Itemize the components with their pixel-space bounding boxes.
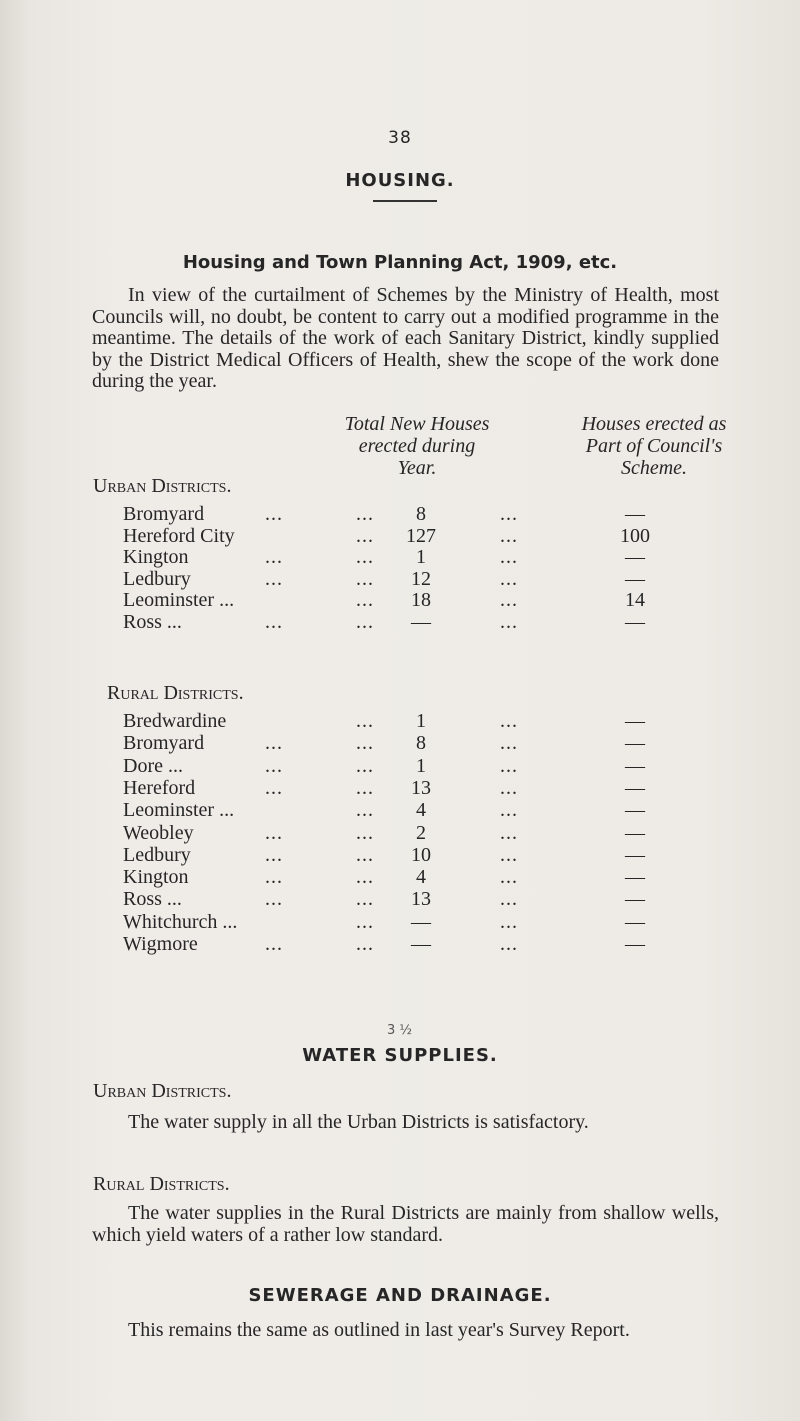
table-row <box>0 732 800 756</box>
dot-leader: ... <box>500 843 518 866</box>
total-houses-value: 8 <box>416 503 426 525</box>
sewerage-text: This remains the same as outlined in last year's Survey Report. <box>128 1319 630 1341</box>
table-row <box>0 568 800 592</box>
district-name: Hereford City <box>123 524 235 547</box>
council-houses-value: — <box>625 888 645 911</box>
district-name: Ledbury <box>123 843 191 866</box>
table-row <box>0 933 800 957</box>
council-houses-value: — <box>625 567 645 590</box>
total-houses-value: 127 <box>406 524 436 547</box>
dot-leader: ... <box>500 546 518 568</box>
council-houses-value: — <box>625 866 645 889</box>
dot-leader: ... <box>265 546 283 568</box>
district-name: Bredwardine <box>123 710 227 732</box>
dot-leader: ... <box>356 589 374 611</box>
table-row <box>0 799 800 823</box>
council-houses-value: — <box>625 843 645 866</box>
column-header-total-line-1: Total New Houses <box>344 413 490 435</box>
dot-leader: ... <box>265 732 283 755</box>
total-houses-value: 4 <box>416 866 426 889</box>
dot-leader: ... <box>356 567 374 590</box>
council-houses-value: — <box>625 910 645 933</box>
dot-leader: ... <box>356 821 374 844</box>
table-row <box>0 911 800 935</box>
water-urban-text: The water supply in all the Urban Districts is satisfactory. <box>128 1111 589 1133</box>
water-rural-label: Rural Districts. <box>93 1173 230 1195</box>
district-name: Wigmore <box>123 933 198 955</box>
dot-leader: ... <box>265 567 283 590</box>
total-houses-value: 12 <box>411 567 431 590</box>
column-header-council <box>544 413 764 479</box>
dot-leader: ... <box>265 821 283 844</box>
total-houses-value: 4 <box>416 799 426 822</box>
column-header-council-line-2: Part of Council's <box>585 435 723 457</box>
dot-leader: ... <box>265 754 283 777</box>
council-houses-value: — <box>625 754 645 777</box>
total-houses-value: 18 <box>411 589 431 611</box>
district-name: Ross ... <box>123 610 182 633</box>
urban-districts-label: Urban Districts. <box>93 475 232 497</box>
dot-leader: ... <box>500 732 518 755</box>
act-title: Housing and Town Planning Act, 1909, etc. <box>182 252 618 273</box>
column-header-total-line-3: Year. <box>397 457 437 479</box>
table-row <box>0 525 800 549</box>
dot-leader: ... <box>356 710 374 732</box>
dot-leader: ... <box>500 610 518 633</box>
total-houses-value: 13 <box>411 888 431 911</box>
total-houses-value: 13 <box>411 776 431 799</box>
column-header-total <box>292 413 542 479</box>
district-name: Weobley <box>123 821 194 844</box>
total-houses-value: — <box>411 610 431 633</box>
dot-leader: ... <box>356 546 374 568</box>
dot-leader: ... <box>500 888 518 911</box>
rural-districts-label: Rural Districts. <box>107 682 244 704</box>
dot-leader: ... <box>356 843 374 866</box>
table-row <box>0 503 800 527</box>
district-name: Hereford <box>123 776 196 799</box>
council-houses-value: 14 <box>625 589 645 611</box>
total-houses-value: 1 <box>416 710 426 732</box>
district-name: Dore ... <box>123 754 183 777</box>
table-row <box>0 866 800 890</box>
dot-leader: ... <box>500 754 518 777</box>
dot-leader: ... <box>265 776 283 799</box>
council-houses-value: — <box>625 776 645 799</box>
table-row <box>0 755 800 779</box>
dot-leader: ... <box>356 610 374 633</box>
table-row <box>0 546 800 570</box>
district-name: Kington <box>123 546 189 568</box>
total-houses-value: 1 <box>416 754 426 777</box>
dot-leader: ... <box>356 933 374 955</box>
dot-leader: ... <box>356 910 374 933</box>
dot-leader: ... <box>265 933 283 955</box>
dot-leader: ... <box>356 503 374 525</box>
dot-leader: ... <box>356 732 374 755</box>
dot-leader: ... <box>356 524 374 547</box>
intro-paragraph: In view of the curtailment of Schemes by the Ministry of Health, most Councils will, no doubt, be content to carry out a modified programme in the meantime. The details of the work of each Sanitary District, kindly supplied by the District Medical Officers of Health, shew the scope of the work done during the year. <box>92 284 719 392</box>
total-houses-value: — <box>411 933 431 955</box>
dot-leader: ... <box>500 821 518 844</box>
dot-leader: ... <box>500 589 518 611</box>
council-houses-value: — <box>625 546 645 568</box>
council-houses-value: — <box>625 710 645 732</box>
water-supplies-heading: WATER SUPPLIES. <box>302 1045 498 1066</box>
total-houses-value: — <box>411 910 431 933</box>
dot-leader: ... <box>500 910 518 933</box>
district-name: Whitchurch ... <box>123 910 238 933</box>
table-row <box>0 710 800 734</box>
page-number: 38 <box>388 128 412 148</box>
table-row <box>0 888 800 912</box>
council-houses-value: 100 <box>620 524 650 547</box>
column-header-total-line-2: erected during <box>358 435 476 457</box>
table-row <box>0 611 800 635</box>
dot-leader: ... <box>356 799 374 822</box>
council-houses-value: — <box>625 821 645 844</box>
dot-leader: ... <box>500 567 518 590</box>
dot-leader: ... <box>500 866 518 889</box>
dot-leader: ... <box>500 710 518 732</box>
council-houses-value: — <box>625 799 645 822</box>
dot-leader: ... <box>500 503 518 525</box>
water-urban-label: Urban Districts. <box>93 1080 232 1102</box>
table-row <box>0 822 800 846</box>
column-header-council-line-1: Houses erected as <box>581 413 727 435</box>
sewerage-heading: SEWERAGE AND DRAINAGE. <box>248 1285 552 1306</box>
total-houses-value: 2 <box>416 821 426 844</box>
district-name: Ross ... <box>123 888 182 911</box>
dot-leader: ... <box>500 799 518 822</box>
table-row <box>0 589 800 613</box>
dot-leader: ... <box>356 754 374 777</box>
total-houses-value: 1 <box>416 546 426 568</box>
district-name: Leominster ... <box>123 589 235 611</box>
council-houses-value: — <box>625 732 645 755</box>
council-houses-value: — <box>625 610 645 633</box>
district-name: Bromyard <box>123 732 205 755</box>
column-header-council-line-3: Scheme. <box>620 457 688 479</box>
water-rural-text: The water supplies in the Rural Districts are mainly from shallow wells, which yield waters of a rather low standard. <box>92 1202 719 1246</box>
dot-leader: ... <box>265 843 283 866</box>
dot-leader: ... <box>265 866 283 889</box>
district-name: Leominster ... <box>123 799 235 822</box>
council-houses-value: — <box>625 933 645 955</box>
dot-leader: ... <box>356 866 374 889</box>
table-row <box>0 844 800 868</box>
section-heading-housing: HOUSING. <box>345 170 455 191</box>
council-houses-value: — <box>625 503 645 525</box>
dot-leader: ... <box>265 503 283 525</box>
heading-rule <box>373 200 437 202</box>
handwritten-note: 3 ½ <box>387 1023 413 1038</box>
dot-leader: ... <box>356 776 374 799</box>
dot-leader: ... <box>265 610 283 633</box>
dot-leader: ... <box>356 888 374 911</box>
district-name: Ledbury <box>123 567 191 590</box>
dot-leader: ... <box>265 888 283 911</box>
table-row <box>0 777 800 801</box>
total-houses-value: 8 <box>416 732 426 755</box>
total-houses-value: 10 <box>411 843 431 866</box>
dot-leader: ... <box>500 933 518 955</box>
dot-leader: ... <box>500 524 518 547</box>
district-name: Kington <box>123 866 189 889</box>
district-name: Bromyard <box>123 503 205 525</box>
dot-leader: ... <box>500 776 518 799</box>
